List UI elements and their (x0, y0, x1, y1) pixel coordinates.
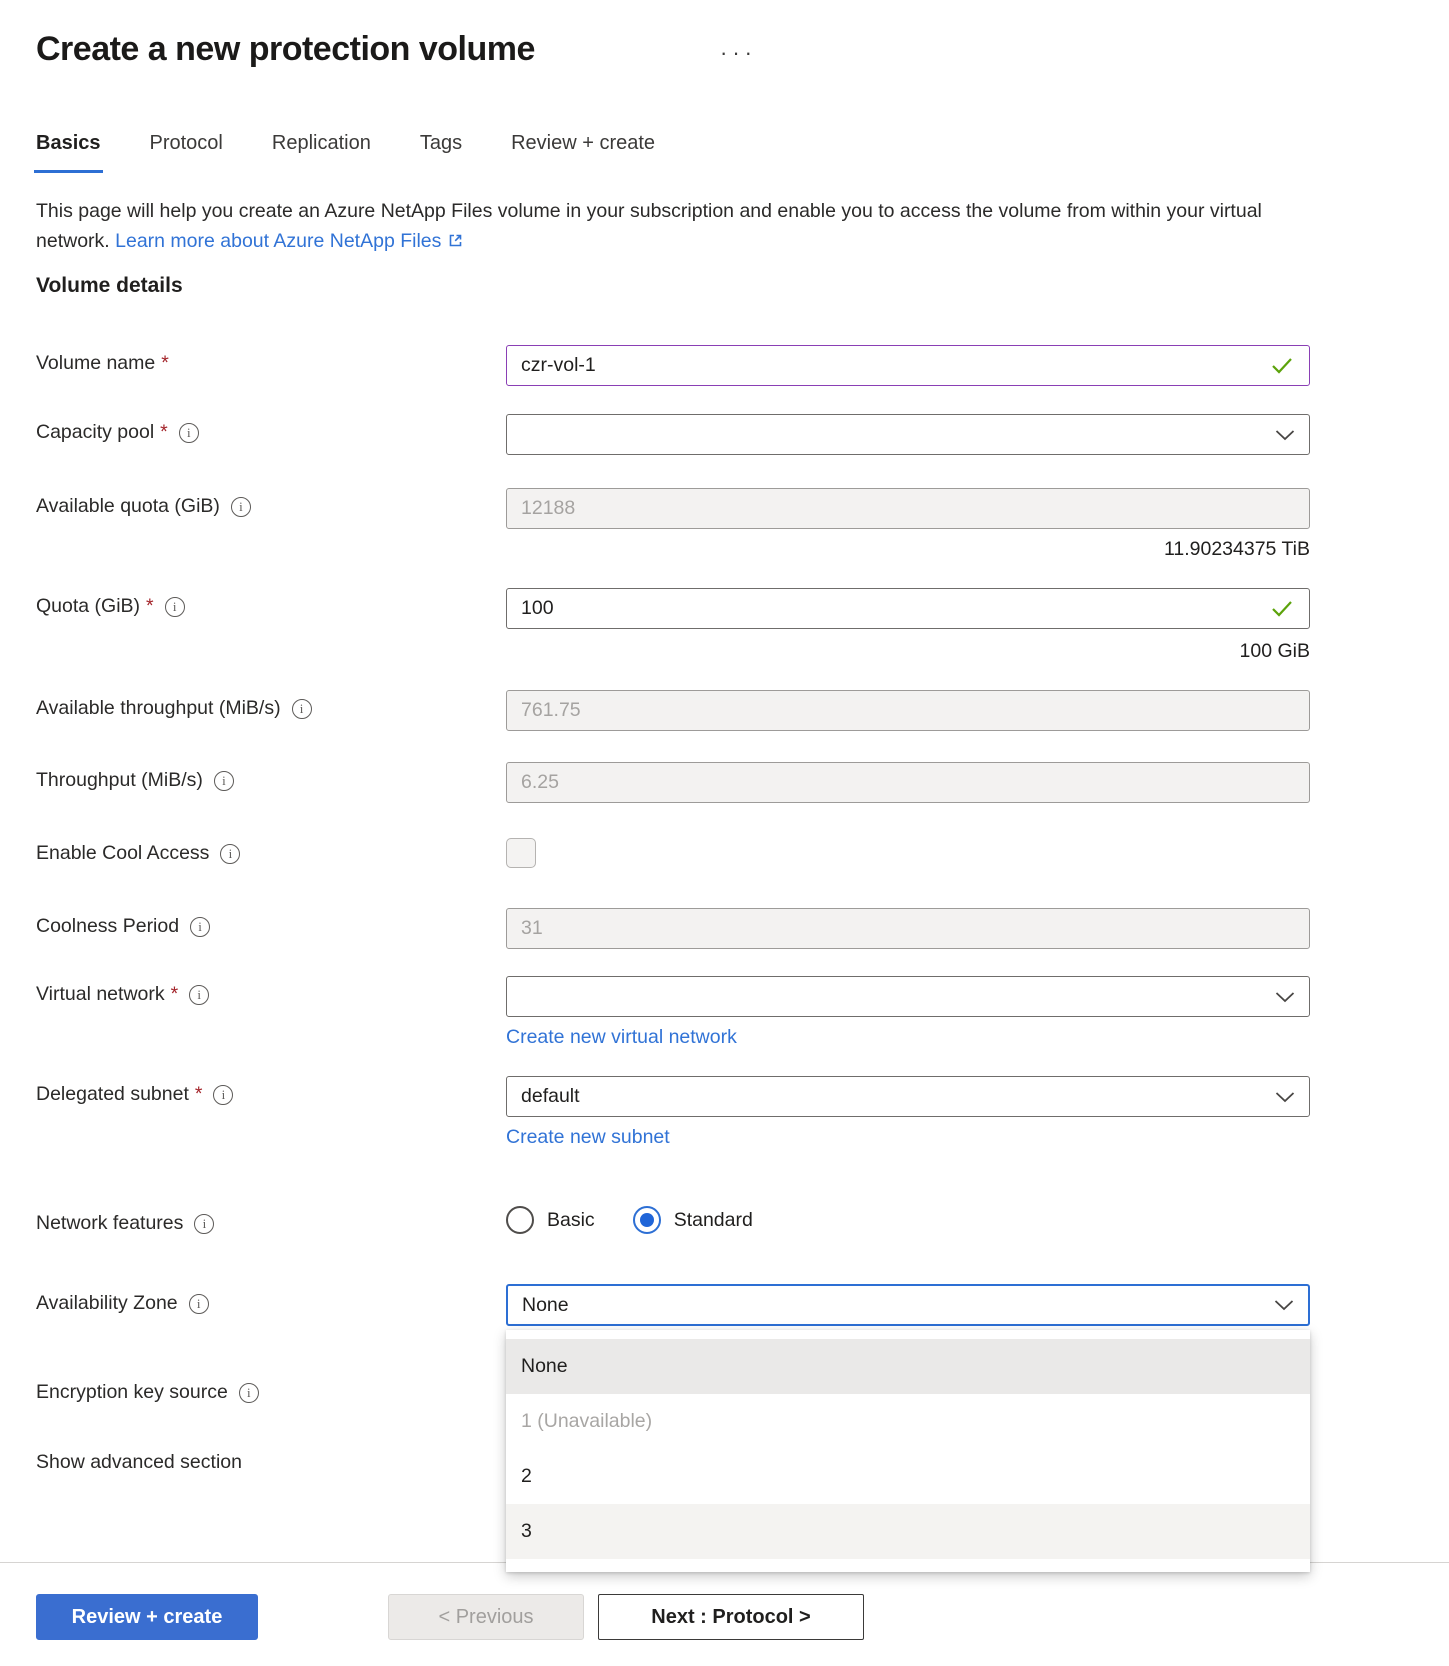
enable-cool-access-label: Enable Cool Access i (36, 842, 240, 865)
info-icon[interactable]: i (179, 423, 199, 443)
next-protocol-button[interactable]: Next : Protocol > (598, 1594, 864, 1640)
valid-check-icon (1269, 598, 1295, 620)
chevron-down-icon (1274, 1300, 1294, 1311)
delegated-subnet-label: Delegated subnet * i (36, 1083, 233, 1106)
coolness-period-label: Coolness Period i (36, 915, 210, 938)
learn-more-link[interactable]: Learn more about Azure NetApp Files (115, 230, 464, 252)
virtual-network-select[interactable] (506, 976, 1310, 1017)
available-quota-input: 12188 (506, 488, 1310, 529)
quota-helper: 100 GiB (1239, 640, 1310, 662)
info-icon[interactable]: i (214, 771, 234, 791)
coolness-period-input: 31 (506, 908, 1310, 949)
network-features-label: Network features i (36, 1212, 214, 1235)
encryption-key-source-label: Encryption key source i (36, 1381, 259, 1404)
info-icon[interactable]: i (239, 1383, 259, 1403)
radio-unselected-icon (506, 1206, 534, 1234)
available-quota-helper: 11.90234375 TiB (1163, 538, 1310, 560)
required-asterisk: * (146, 595, 154, 617)
required-asterisk: * (161, 352, 169, 374)
create-virtual-network-link[interactable]: Create new virtual network (506, 1026, 737, 1048)
tab-replication[interactable]: Replication (271, 132, 371, 154)
info-icon[interactable]: i (231, 497, 251, 517)
quota-input[interactable] (506, 588, 1310, 629)
quota-label: Quota (GiB) * i (36, 595, 185, 618)
info-icon[interactable]: i (292, 699, 312, 719)
availability-zone-label: Availability Zone i (36, 1292, 209, 1315)
enable-cool-access-checkbox (506, 838, 536, 868)
dropdown-option-2[interactable]: 2 (521, 1465, 532, 1487)
network-features-radios (506, 1206, 753, 1234)
radio-selected-icon (633, 1206, 661, 1234)
tab-protocol[interactable]: Protocol (149, 132, 223, 154)
previous-button: < Previous (388, 1594, 584, 1640)
radio-basic[interactable]: Basic (506, 1206, 595, 1234)
info-icon[interactable]: i (189, 1294, 209, 1314)
chevron-down-icon (1275, 429, 1295, 440)
throughput-label: Throughput (MiB/s) i (36, 769, 234, 792)
external-link-icon (447, 228, 464, 258)
section-title-volume-details: Volume details (36, 274, 183, 297)
dropdown-option-1-unavailable: 1 (Unavailable) (521, 1410, 653, 1432)
required-asterisk: * (194, 1083, 203, 1105)
tab-review-create[interactable]: Review + create (511, 132, 656, 154)
availability-zone-select[interactable]: None (506, 1284, 1310, 1326)
create-subnet-link[interactable]: Create new subnet (506, 1126, 670, 1148)
volume-name-label: Volume name * (36, 352, 169, 374)
intro-text (36, 196, 1298, 258)
tab-bar (36, 132, 655, 173)
info-icon[interactable]: i (190, 917, 210, 937)
dropdown-option-none[interactable]: None (506, 1339, 1310, 1394)
tab-basics[interactable]: Basics (36, 132, 101, 173)
info-icon[interactable]: i (189, 985, 209, 1005)
volume-name-input[interactable] (506, 345, 1310, 386)
more-options-icon[interactable]: ··· (720, 40, 757, 65)
tab-tags[interactable]: Tags (419, 132, 463, 154)
info-icon[interactable]: i (165, 597, 185, 617)
required-asterisk: * (170, 983, 179, 1005)
delegated-subnet-select[interactable]: default (506, 1076, 1310, 1117)
quota-value[interactable] (521, 597, 1295, 620)
dropdown-option-3[interactable]: 3 (506, 1504, 1310, 1559)
virtual-network-label: Virtual network * i (36, 983, 209, 1006)
throughput-input: 6.25 (506, 762, 1310, 803)
info-icon[interactable]: i (220, 844, 240, 864)
available-quota-label: Available quota (GiB) i (36, 495, 251, 518)
required-asterisk: * (160, 421, 168, 443)
availability-zone-dropdown (506, 1330, 1310, 1572)
intro-body: This page will help you create an Azure NetApp Files volume in your subscription and enable you to access the volume from within your virtual network. (36, 200, 1262, 252)
available-throughput-label: Available throughput (MiB/s) i (36, 697, 312, 720)
show-advanced-section-label: Show advanced section (36, 1451, 242, 1473)
page-title: Create a new protection volume (36, 30, 535, 68)
valid-check-icon (1269, 355, 1295, 377)
volume-name-value[interactable] (521, 354, 1295, 377)
review-create-button[interactable]: Review + create (36, 1594, 258, 1640)
chevron-down-icon (1275, 1091, 1295, 1102)
capacity-pool-select[interactable] (506, 414, 1310, 455)
chevron-down-icon (1275, 991, 1295, 1002)
info-icon[interactable]: i (194, 1214, 214, 1234)
capacity-pool-label: Capacity pool * i (36, 421, 199, 444)
radio-standard[interactable]: Standard (633, 1206, 753, 1234)
info-icon[interactable]: i (213, 1085, 233, 1105)
available-throughput-input: 761.75 (506, 690, 1310, 731)
